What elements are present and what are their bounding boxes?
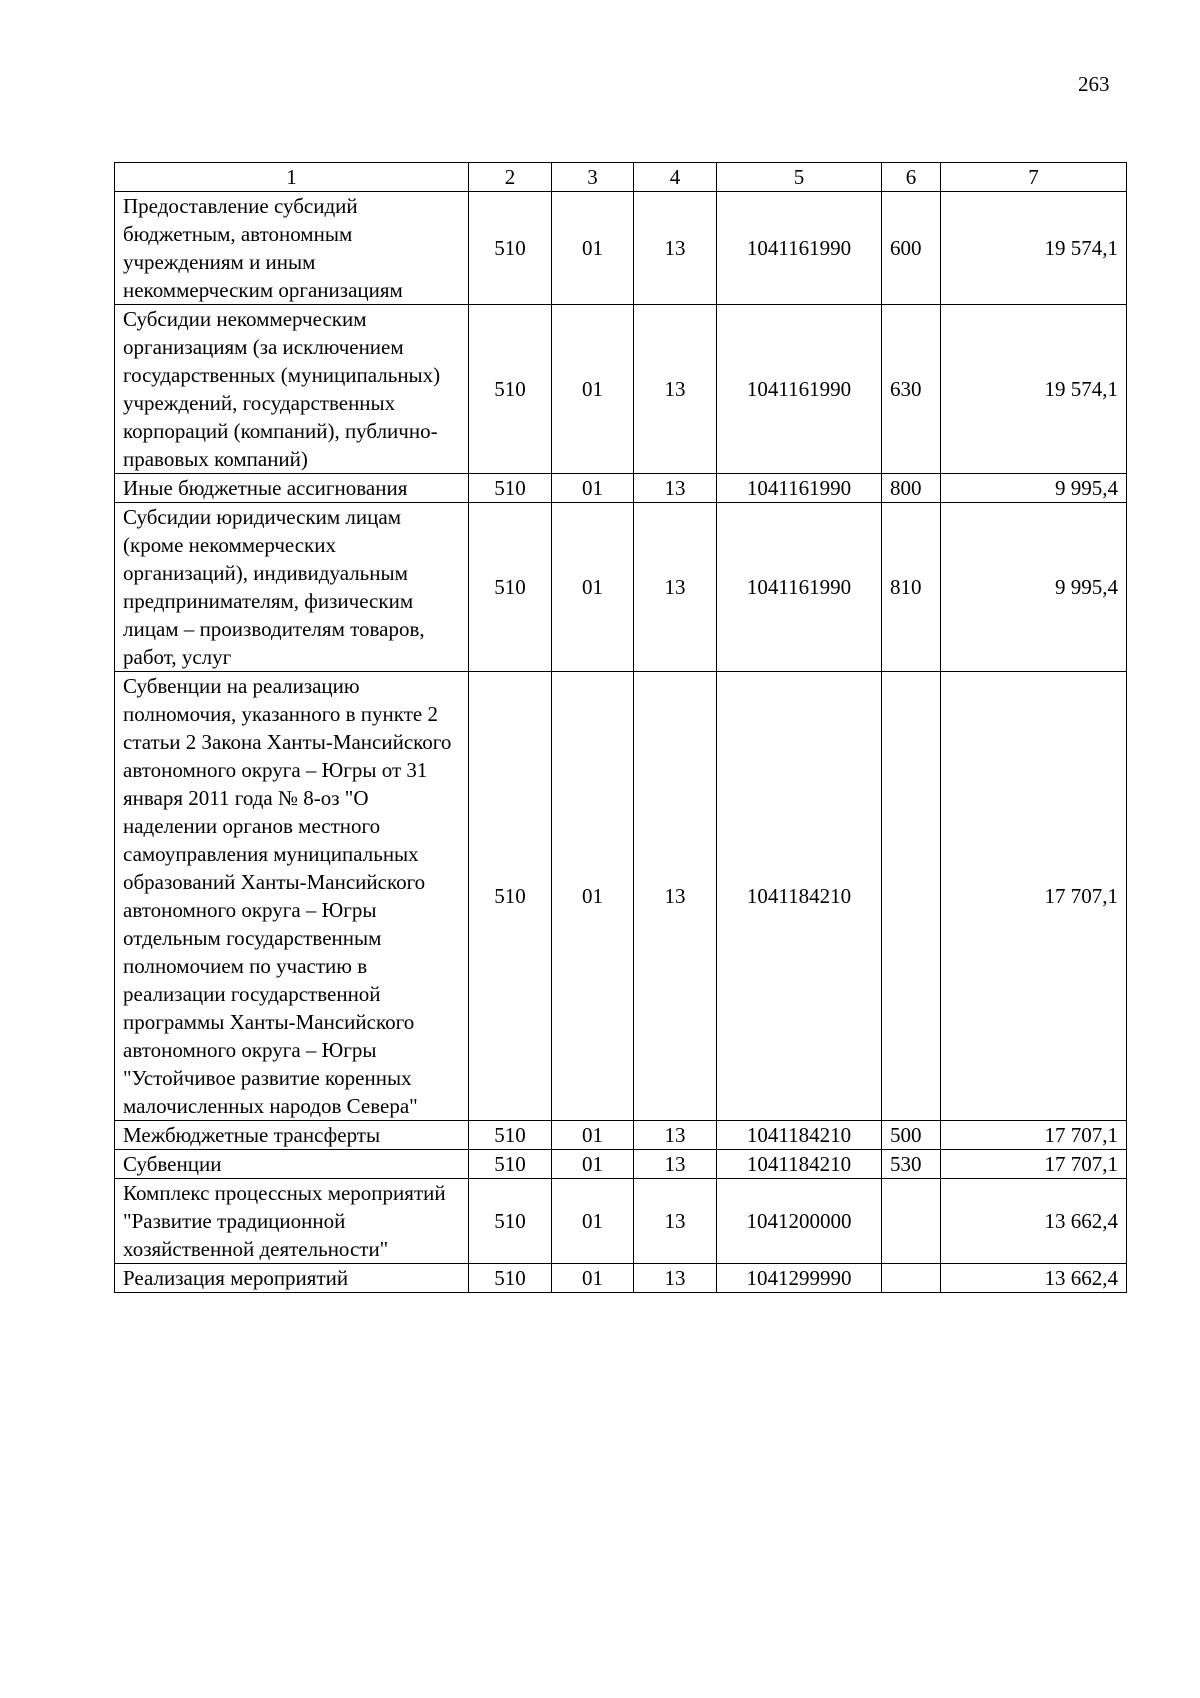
- section-code: 01: [552, 305, 634, 474]
- page-number: 263: [1078, 72, 1110, 96]
- column-header: 6: [882, 163, 941, 192]
- ministry-code: 510: [469, 305, 552, 474]
- column-header: 1: [115, 163, 469, 192]
- subsection-code: 13: [634, 1264, 717, 1293]
- target-article-code: 1041161990: [717, 192, 882, 305]
- budget-table: [114, 162, 1127, 1293]
- subsection-code: 13: [634, 474, 717, 503]
- ministry-code: 510: [469, 672, 552, 1121]
- column-header: 5: [717, 163, 882, 192]
- table-row: [115, 1179, 1127, 1264]
- section-code: 01: [552, 1150, 634, 1179]
- expense-name: Субсидии юридическим лицам (кроме некоммерческих организаций), индивидуальным предпринимателям, физическим лицам – производителям товаров, работ, услуг: [115, 503, 469, 672]
- column-header: 3: [552, 163, 634, 192]
- expense-type-code: 800: [882, 474, 941, 503]
- section-code: 01: [552, 1121, 634, 1150]
- table-row: [115, 192, 1127, 305]
- expense-name: Комплекс процессных мероприятий "Развитие традиционной хозяйственной деятельности": [115, 1179, 469, 1264]
- table-row: [115, 474, 1127, 503]
- target-article-code: 1041184210: [717, 672, 882, 1121]
- expense-name: Субвенции на реализацию полномочия, указанного в пункте 2 статьи 2 Закона Ханты-Мансийского автономного округа – Югры от 31 января 2011 года № 8-оз "О наделении органов местного самоуправления муниципальных образований Ханты-Мансийского автономного округа – Югры отдельным государственным полномочием по участию в реализации государственной программы Ханты-Мансийского автономного округа – Югры "Устойчивое развитие коренных малочисленных народов Севера": [115, 672, 469, 1121]
- section-code: 01: [552, 1264, 634, 1293]
- target-article-code: 1041299990: [717, 1264, 882, 1293]
- expense-type-code: 500: [882, 1121, 941, 1150]
- expense-type-code: [882, 1179, 941, 1264]
- expense-name: Межбюджетные трансферты: [115, 1121, 469, 1150]
- ministry-code: 510: [469, 1264, 552, 1293]
- table-row: [115, 1150, 1127, 1179]
- subsection-code: 13: [634, 1121, 717, 1150]
- amount: 17 707,1: [941, 1150, 1127, 1179]
- column-header: 7: [941, 163, 1127, 192]
- table-row: [115, 305, 1127, 474]
- ministry-code: 510: [469, 1179, 552, 1264]
- expense-name: Иные бюджетные ассигнования: [115, 474, 469, 503]
- header-row: [115, 163, 1127, 192]
- expense-type-code: [882, 672, 941, 1121]
- column-header: 4: [634, 163, 717, 192]
- section-code: 01: [552, 474, 634, 503]
- table-row: [115, 1121, 1127, 1150]
- table-row: [115, 1264, 1127, 1293]
- expense-type-code: 530: [882, 1150, 941, 1179]
- subsection-code: 13: [634, 672, 717, 1121]
- target-article-code: 1041184210: [717, 1121, 882, 1150]
- section-code: 01: [552, 672, 634, 1121]
- target-article-code: 1041161990: [717, 305, 882, 474]
- target-article-code: 1041200000: [717, 1179, 882, 1264]
- subsection-code: 13: [634, 305, 717, 474]
- section-code: 01: [552, 1179, 634, 1264]
- target-article-code: 1041184210: [717, 1150, 882, 1179]
- subsection-code: 13: [634, 1179, 717, 1264]
- amount: 17 707,1: [941, 672, 1127, 1121]
- subsection-code: 13: [634, 1150, 717, 1179]
- expense-type-code: 630: [882, 305, 941, 474]
- expense-type-code: [882, 1264, 941, 1293]
- ministry-code: 510: [469, 474, 552, 503]
- expense-type-code: 810: [882, 503, 941, 672]
- ministry-code: 510: [469, 1121, 552, 1150]
- target-article-code: 1041161990: [717, 474, 882, 503]
- amount: 19 574,1: [941, 192, 1127, 305]
- amount: 17 707,1: [941, 1121, 1127, 1150]
- subsection-code: 13: [634, 503, 717, 672]
- table-row: [115, 672, 1127, 1121]
- section-code: 01: [552, 192, 634, 305]
- amount: 9 995,4: [941, 474, 1127, 503]
- ministry-code: 510: [469, 1150, 552, 1179]
- amount: 13 662,4: [941, 1179, 1127, 1264]
- section-code: 01: [552, 503, 634, 672]
- expense-name: Субсидии некоммерческим организациям (за исключением государственных (муниципальных) учреждений, государственных корпораций (компаний), публично-правовых компаний): [115, 305, 469, 474]
- amount: 19 574,1: [941, 305, 1127, 474]
- subsection-code: 13: [634, 192, 717, 305]
- expense-type-code: 600: [882, 192, 941, 305]
- ministry-code: 510: [469, 503, 552, 672]
- column-header: 2: [469, 163, 552, 192]
- expense-name: Предоставление субсидий бюджетным, автономным учреждениям и иным некоммерческим организациям: [115, 192, 469, 305]
- amount: 9 995,4: [941, 503, 1127, 672]
- ministry-code: 510: [469, 192, 552, 305]
- expense-name: Реализация мероприятий: [115, 1264, 469, 1293]
- expense-name: Субвенции: [115, 1150, 469, 1179]
- amount: 13 662,4: [941, 1264, 1127, 1293]
- table-row: [115, 503, 1127, 672]
- target-article-code: 1041161990: [717, 503, 882, 672]
